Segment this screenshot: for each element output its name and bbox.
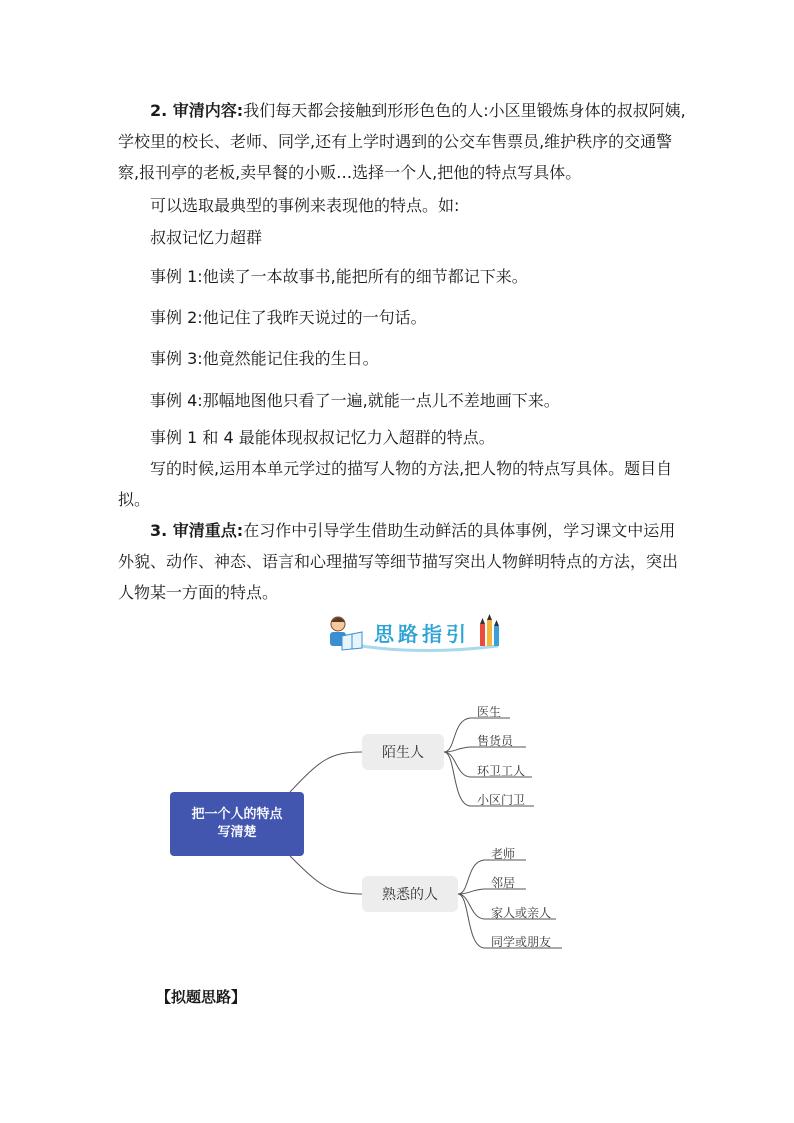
example-1: 事例 1:他读了一本故事书,能把所有的细节都记下来。 <box>150 267 528 286</box>
leaf-family: 家人或亲人 <box>491 906 552 920</box>
branch-strangers-label: 陌生人 <box>382 745 424 761</box>
section2-line2: 学校里的校长、老师、同学,还有上学时遇到的公交车售票员,维护秩序的交通警 <box>118 132 673 151</box>
branch-strangers <box>362 734 444 770</box>
example-2: 事例 2:他记住了我昨天说过的一句话。 <box>150 308 427 327</box>
reading-child-icon <box>330 617 362 650</box>
section2-line3: 察,报刊亭的老板,卖早餐的小贩…选择一个人,把他的特点写具体。 <box>118 163 582 182</box>
write-line2: 拟。 <box>118 490 151 509</box>
leaf-classmate: 同学或朋友 <box>491 935 552 949</box>
section2-label: 2. 审清内容: <box>150 101 244 120</box>
branch-acquaintances <box>362 876 458 912</box>
section2-line5: 叔叔记忆力超群 <box>150 228 263 247</box>
section3-line1-text: 在习作中引导学生借助生动鲜活的具体事例，学习课文中运用 <box>243 521 676 540</box>
example-4: 事例 4:那幅地图他只看了一遍,就能一点儿不差地画下来。 <box>150 391 560 410</box>
branch-acquaintances-label: 熟悉的人 <box>382 887 438 903</box>
guide-banner <box>318 610 514 662</box>
banner-title: 思路指引 <box>374 622 470 646</box>
leaf-teacher: 老师 <box>491 847 516 861</box>
section2-line1-text: 我们每天都会接触到形形色色的人:小区里锻炼身体的叔叔阿姨, <box>243 101 686 120</box>
section3-label: 3. 审清重点: <box>150 521 244 540</box>
mindmap-center-node <box>170 792 304 856</box>
section3-line3: 人物某一方面的特点。 <box>118 583 279 602</box>
leaf-doctor: 医生 <box>477 705 502 719</box>
section3-line2: 外貌、动作、神态、语言和心理描写等细节描写突出人物鲜明特点的方法，突出 <box>118 552 679 571</box>
example-3: 事例 3:他竟然能记住我的生日。 <box>150 349 379 368</box>
write-line1: 写的时候,运用本单元学过的描写人物的方法,把人物的特点写具体。题目自 <box>150 459 673 478</box>
pencils-icon <box>480 614 499 646</box>
leaf-salesperson: 售货员 <box>477 734 514 748</box>
conclusion: 事例 1 和 4 最能体现叔叔记忆力入超群的特点。 <box>150 428 495 447</box>
section3-line1 <box>150 518 675 541</box>
leaf-neighbor: 邻居 <box>491 876 516 890</box>
section2-line1 <box>150 98 686 121</box>
section2-line4: 可以选取最典型的事例来表现他的特点。如: <box>150 196 460 215</box>
mindmap-center-label: 把一个人的特点写清楚 <box>191 807 283 840</box>
leaf-sanitation-worker: 环卫工人 <box>477 764 526 778</box>
section-heading-title-ideas: 【拟题思路】 <box>156 988 247 1006</box>
leaf-gatekeeper: 小区门卫 <box>477 793 526 807</box>
